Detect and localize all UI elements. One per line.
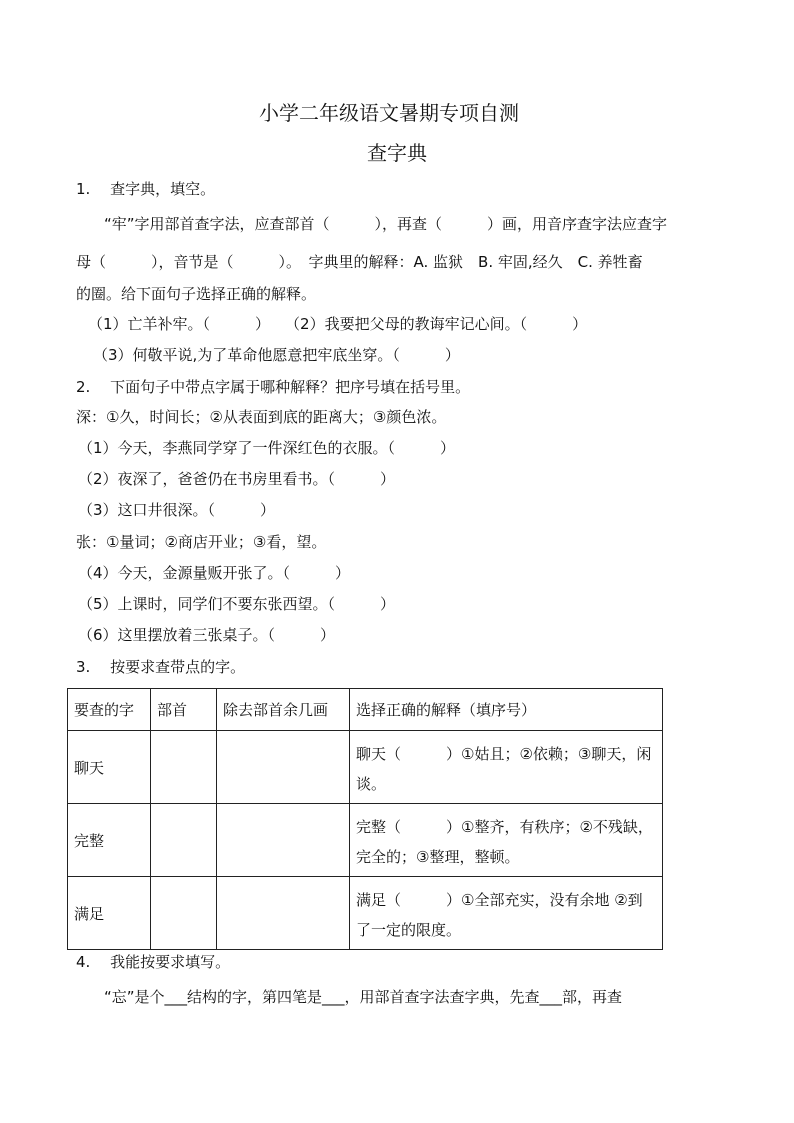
q2-sentence-1: （1）今天，李燕同学穿了一件深红色的衣服。（ ）	[78, 439, 456, 457]
q1-item1: （1）亡羊补牢。（ ） （2）我要把父母的教诲牢记心间。（ ）	[88, 315, 588, 333]
page-subtitle: 查字典	[367, 141, 427, 165]
row-word: 满足	[68, 877, 151, 950]
q1-line3: 的圈。给下面句子选择正确的解释。	[76, 285, 317, 303]
header-radical: 部首	[151, 689, 217, 731]
header-explanation: 选择正确的解释（填序号）	[350, 689, 663, 731]
q4-line1: “忘”是个___结构的字，第四笔是___，用部首查字法查字典，先查___部，再查	[104, 988, 623, 1006]
q2-zhang-definition: 张：①量词；②商店开业；③看，望。	[76, 533, 327, 551]
q1-line2: 母（ ），音节是（ ）。 字典里的解释：A. 监狱 B. 牢固,经久 C. 养牲畜	[76, 253, 643, 271]
q2-shen-definition: 深：①久，时间长；②从表面到底的距离大；③颜色浓。	[76, 408, 447, 426]
page-title: 小学二年级语文暑期专项自测	[259, 101, 519, 125]
strokes-answer-cell[interactable]	[217, 877, 350, 950]
table-header-row	[68, 689, 663, 731]
header-strokes: 除去部首余几画	[217, 689, 350, 731]
table-row	[68, 804, 663, 877]
table-row	[68, 731, 663, 804]
explanation-cell[interactable]: 满足（ ）①全部充实，没有余地 ②到了一定的限度。	[350, 877, 663, 950]
q2-sentence-6: （6）这里摆放着三张桌子。（ ）	[78, 626, 336, 644]
q2-heading: 2. 下面句子中带点字属于哪种解释？把序号填在括号里。	[76, 378, 471, 396]
strokes-answer-cell[interactable]	[217, 804, 350, 877]
explanation-cell[interactable]: 聊天（ ）①姑且；②依赖；③聊天，闲谈。	[350, 731, 663, 804]
radical-answer-cell[interactable]	[151, 877, 217, 950]
row-word: 聊天	[68, 731, 151, 804]
header-word: 要查的字	[68, 689, 151, 731]
q3-heading: 3. 按要求查带点的字。	[76, 658, 246, 676]
q1-heading: 1. 查字典，填空。	[76, 180, 216, 198]
dictionary-table	[67, 688, 663, 950]
radical-answer-cell[interactable]	[151, 731, 217, 804]
explanation-cell[interactable]: 完整（ ）①整齐，有秩序；②不残缺，完全的；③整理，整顿。	[350, 804, 663, 877]
q1-item2: （3）何敬平说,为了革命他愿意把牢底坐穿。（ ）	[93, 346, 460, 364]
q4-heading: 4. 我能按要求填写。	[76, 953, 231, 971]
q1-line1: “牢”字用部首查字法，应查部首（ ），再查（ ）画，用音序查字法应查字	[104, 215, 668, 233]
q2-sentence-4: （4）今天，金源量贩开张了。（ ）	[78, 564, 351, 582]
strokes-answer-cell[interactable]	[217, 731, 350, 804]
radical-answer-cell[interactable]	[151, 804, 217, 877]
q2-sentence-2: （2）夜深了，爸爸仍在书房里看书。（ ）	[78, 470, 396, 488]
row-word: 完整	[68, 804, 151, 877]
table-row	[68, 877, 663, 950]
q2-sentence-5: （5）上课时，同学们不要东张西望。（ ）	[78, 595, 396, 613]
q2-sentence-3: （3）这口井很深。（ ）	[78, 501, 276, 519]
